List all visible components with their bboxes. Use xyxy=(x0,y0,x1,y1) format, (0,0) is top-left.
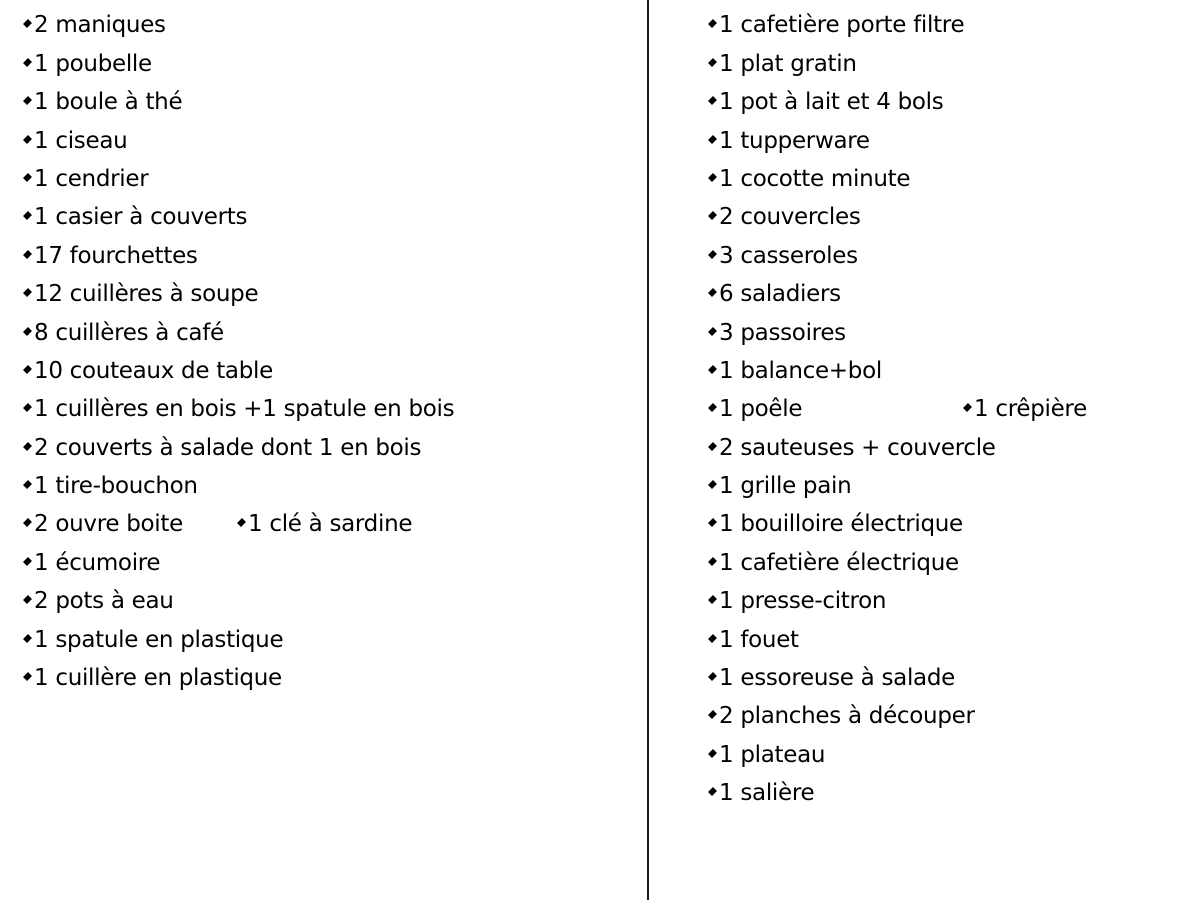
list-item-extra xyxy=(238,505,412,543)
diamond-bullet-icon xyxy=(708,288,717,297)
diamond-bullet-icon xyxy=(708,403,717,412)
item-text: 1 salière xyxy=(719,780,815,807)
diamond-bullet-icon xyxy=(23,135,32,144)
list-item xyxy=(709,544,1189,582)
item-text: 2 maniques xyxy=(34,12,166,39)
list-item xyxy=(709,697,1189,735)
item-text: 1 grille pain xyxy=(719,473,852,500)
list-item xyxy=(709,160,1189,198)
diamond-bullet-icon xyxy=(23,403,32,412)
list-item xyxy=(709,314,1189,352)
diamond-bullet-icon xyxy=(23,442,32,451)
item-text: 1 boule à thé xyxy=(34,89,183,116)
item-text: 1 presse-citron xyxy=(719,588,887,615)
item-text: 1 pot à lait et 4 bols xyxy=(719,89,944,116)
item-text: 6 saladiers xyxy=(719,281,841,308)
item-text: 3 passoires xyxy=(719,319,846,346)
list-item xyxy=(709,736,1189,774)
list-item xyxy=(709,390,1189,428)
list-item-extra xyxy=(964,390,1087,428)
diamond-bullet-icon xyxy=(708,327,717,336)
list-item xyxy=(709,352,1189,390)
diamond-bullet-icon xyxy=(23,327,32,336)
item-text: 1 cendrier xyxy=(34,165,149,192)
item-text: 1 essoreuse à salade xyxy=(719,665,955,692)
list-item xyxy=(709,467,1189,505)
item-text: 1 casier à couverts xyxy=(34,204,248,231)
list-item xyxy=(24,160,624,198)
left-column-list xyxy=(24,0,624,697)
item-text: 8 cuillères à café xyxy=(34,319,224,346)
diamond-bullet-icon xyxy=(23,557,32,566)
list-item xyxy=(709,774,1189,812)
list-item xyxy=(709,275,1189,313)
list-item xyxy=(24,467,624,505)
diamond-bullet-icon xyxy=(23,365,32,374)
diamond-bullet-icon xyxy=(708,595,717,604)
list-item xyxy=(24,582,624,620)
list-item xyxy=(24,83,624,121)
diamond-bullet-icon xyxy=(708,710,717,719)
right-column-list xyxy=(709,0,1189,813)
list-item xyxy=(24,237,624,275)
item-text: 3 casseroles xyxy=(719,242,858,269)
diamond-bullet-icon xyxy=(23,634,32,643)
item-text: 1 tupperware xyxy=(719,127,870,154)
item-text: 2 couvercles xyxy=(719,204,861,231)
item-text: 1 cuillère en plastique xyxy=(34,665,282,692)
list-item xyxy=(24,621,624,659)
item-text: 1 bouilloire électrique xyxy=(719,511,963,538)
diamond-bullet-icon xyxy=(23,211,32,220)
diamond-bullet-icon xyxy=(708,250,717,259)
item-text: 2 couverts à salade dont 1 en bois xyxy=(34,434,422,461)
diamond-bullet-icon xyxy=(23,250,32,259)
item-text: 1 cocotte minute xyxy=(719,165,911,192)
item-text: 1 fouet xyxy=(719,626,799,653)
item-text: 1 poêle xyxy=(719,396,803,423)
list-item xyxy=(24,314,624,352)
item-text: 1 spatule en plastique xyxy=(34,626,284,653)
item-text: 1 balance+bol xyxy=(719,357,882,384)
list-item xyxy=(24,544,624,582)
item-text: 17 fourchettes xyxy=(34,242,198,269)
list-item xyxy=(24,352,624,390)
diamond-bullet-icon xyxy=(23,595,32,604)
list-item xyxy=(709,659,1189,697)
diamond-bullet-icon xyxy=(708,634,717,643)
list-item xyxy=(24,429,624,467)
item-text: 1 plat gratin xyxy=(719,50,857,77)
list-item xyxy=(24,505,624,543)
diamond-bullet-icon xyxy=(23,19,32,28)
diamond-bullet-icon xyxy=(708,442,717,451)
list-item xyxy=(709,505,1189,543)
column-divider xyxy=(647,0,649,900)
diamond-bullet-icon xyxy=(708,19,717,28)
list-item xyxy=(709,6,1189,44)
list-item xyxy=(24,659,624,697)
diamond-bullet-icon xyxy=(708,749,717,758)
diamond-bullet-icon xyxy=(23,480,32,489)
list-item xyxy=(709,83,1189,121)
item-text: 2 ouvre boite xyxy=(34,511,183,538)
list-item xyxy=(24,275,624,313)
diamond-bullet-icon xyxy=(708,211,717,220)
diamond-bullet-icon xyxy=(23,672,32,681)
diamond-bullet-icon xyxy=(708,672,717,681)
list-item xyxy=(709,237,1189,275)
list-item xyxy=(24,122,624,160)
item-text: 1 cuillères en bois +1 spatule en bois xyxy=(34,396,455,423)
list-item xyxy=(709,122,1189,160)
list-item xyxy=(709,582,1189,620)
item-text: 1 ciseau xyxy=(34,127,128,154)
diamond-bullet-icon xyxy=(708,365,717,374)
item-text: 12 cuillères à soupe xyxy=(34,281,259,308)
item-text: 2 planches à découper xyxy=(719,703,975,730)
diamond-bullet-icon xyxy=(708,58,717,67)
item-text: 1 cafetière électrique xyxy=(719,549,959,576)
diamond-bullet-icon xyxy=(708,519,717,528)
item-text: 1 poubelle xyxy=(34,50,152,77)
item-text: 1 écumoire xyxy=(34,549,161,576)
diamond-bullet-icon xyxy=(23,288,32,297)
diamond-bullet-icon xyxy=(237,519,246,528)
item-extra-text: 1 crêpière xyxy=(974,396,1087,423)
diamond-bullet-icon xyxy=(708,173,717,182)
item-text: 1 tire-bouchon xyxy=(34,473,198,500)
item-extra-text: 1 clé à sardine xyxy=(248,511,413,538)
list-item xyxy=(24,390,624,428)
diamond-bullet-icon xyxy=(708,787,717,796)
list-item xyxy=(709,621,1189,659)
list-item xyxy=(709,45,1189,83)
diamond-bullet-icon xyxy=(23,96,32,105)
list-item xyxy=(24,45,624,83)
diamond-bullet-icon xyxy=(708,96,717,105)
list-item xyxy=(709,429,1189,467)
diamond-bullet-icon xyxy=(963,403,972,412)
item-text: 2 sauteuses + couvercle xyxy=(719,434,996,461)
diamond-bullet-icon xyxy=(23,173,32,182)
item-text: 10 couteaux de table xyxy=(34,357,273,384)
list-item xyxy=(24,198,624,236)
list-item xyxy=(24,6,624,44)
diamond-bullet-icon xyxy=(23,58,32,67)
diamond-bullet-icon xyxy=(23,519,32,528)
diamond-bullet-icon xyxy=(708,557,717,566)
item-text: 1 cafetière porte filtre xyxy=(719,12,965,39)
diamond-bullet-icon xyxy=(708,480,717,489)
item-text: 2 pots à eau xyxy=(34,588,174,615)
list-item xyxy=(709,198,1189,236)
diamond-bullet-icon xyxy=(708,135,717,144)
item-text: 1 plateau xyxy=(719,741,826,768)
